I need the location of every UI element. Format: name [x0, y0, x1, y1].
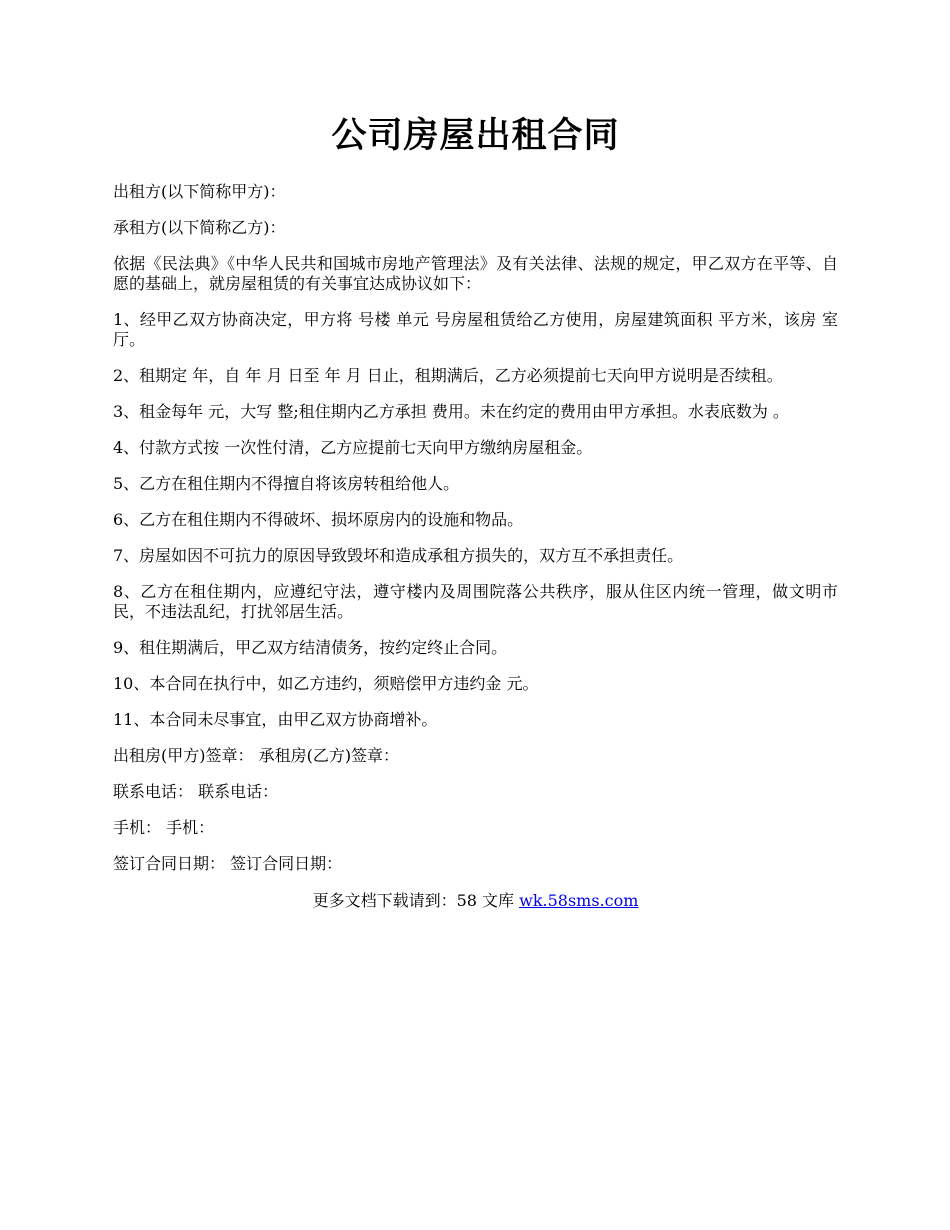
footer-prefix: 更多文档下载请到：58 文库 — [312, 891, 520, 910]
footer-note — [113, 891, 838, 911]
clause-1: 1、经甲乙双方协商决定，甲方将 号楼 单元 号房屋租赁给乙方使用，房屋建筑面积 平方米，该房 室 厅。 — [113, 310, 838, 349]
lessee-line: 承租方(以下简称乙方)： — [113, 218, 286, 237]
lessor-line: 出租方(以下简称甲方)： — [113, 182, 286, 201]
clause-7: 7、房屋如因不可抗力的原因导致毁坏和造成承租方损失的，双方互不承担责任。 — [113, 546, 684, 565]
clause-10: 10、本合同在执行中，如乙方违约，须赔偿甲方违约金 元。 — [113, 674, 539, 693]
clause-11: 11、本合同未尽事宜，由甲乙双方协商增补。 — [113, 710, 438, 729]
sign-date-line: 签订合同日期： 签订合同日期： — [113, 854, 343, 873]
clause-6: 6、乙方在租住期内不得破坏、损坏原房内的设施和物品。 — [113, 510, 524, 529]
clause-9: 9、租住期满后，甲乙双方结清债务，按约定终止合同。 — [113, 638, 508, 657]
mobile-line: 手机： 手机： — [113, 818, 215, 837]
clause-8: 8、乙方在租住期内，应遵纪守法，遵守楼内及周围院落公共秩序，服从住区内统一管理，做文明市民，不违法乱纪，打扰邻居生活。 — [113, 582, 838, 621]
signature-line: 出租房(甲方)签章： 承租房(乙方)签章： — [113, 746, 400, 765]
clause-4: 4、付款方式按 一次性付清，乙方应提前七天向甲方缴纳房屋租金。 — [113, 438, 593, 457]
phone-line: 联系电话： 联系电话： — [113, 782, 279, 801]
clause-3: 3、租金每年 元，大写 整;租住期内乙方承担 费用。未在约定的费用由甲方承担。水表底数为 。 — [113, 402, 789, 421]
footer-link[interactable]: wk.58sms.com — [519, 891, 639, 910]
clause-5: 5、乙方在租住期内不得擅自将该房转租给他人。 — [113, 474, 460, 493]
preamble-paragraph: 依据《民法典》《中华人民共和国城市房地产管理法》及有关法律、法规的规定，甲乙双方在平等、自愿的基础上，就房屋租赁的有关事宜达成协议如下： — [113, 254, 838, 293]
clause-2: 2、租期定 年，自 年 月 日至 年 月 日止，租期满后，乙方必须提前七天向甲方说明是否续租。 — [113, 366, 783, 385]
document-title: 公司房屋出租合同 — [331, 115, 620, 156]
